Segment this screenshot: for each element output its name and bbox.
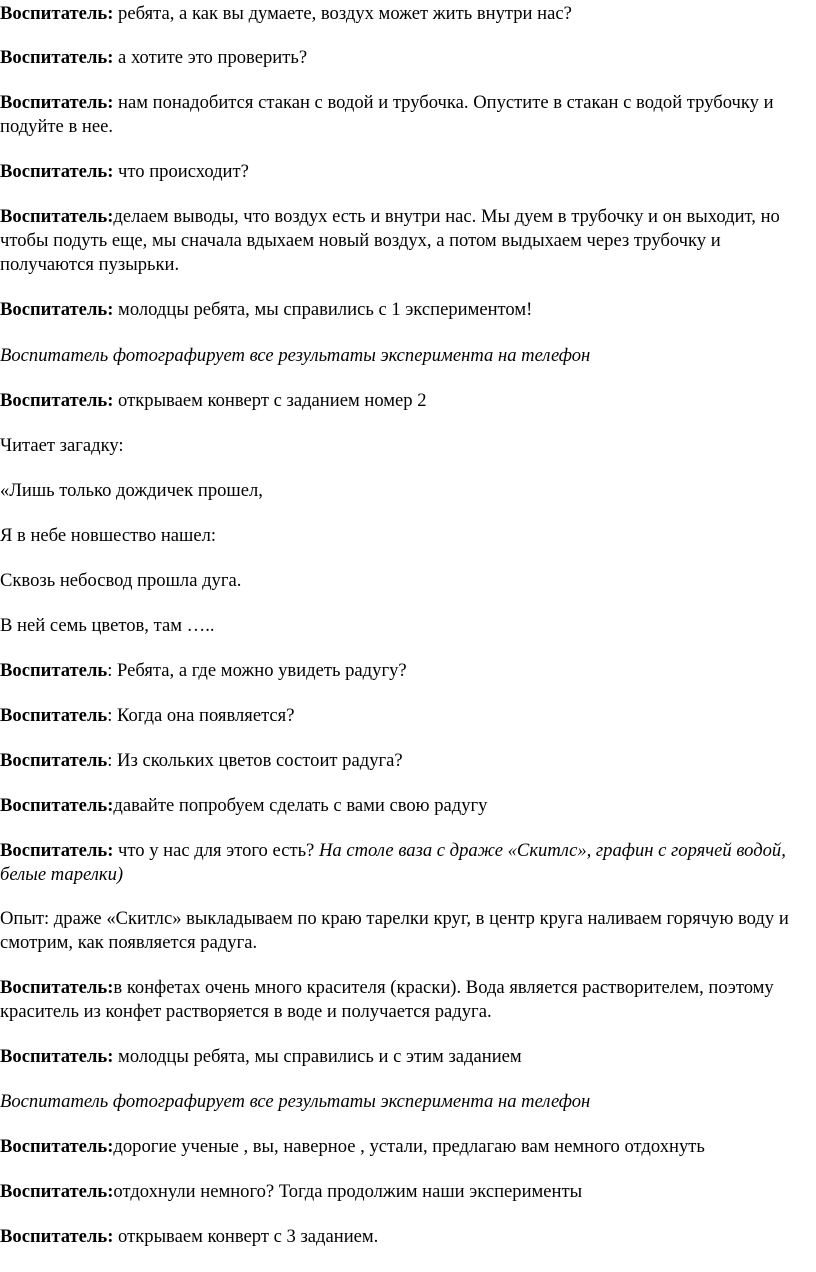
- paragraph: [0, 298, 812, 322]
- paragraph: [0, 205, 812, 277]
- paragraph-text: отдохнули немного? Тогда продолжим наши эксперименты: [113, 1181, 583, 1202]
- paragraph-text: : Из скольких цветов состоит радуга?: [107, 750, 403, 771]
- italic-note: На столе ваза с драже «Скитлс», графин с горячей водой, белые тарелки): [0, 840, 786, 885]
- speaker-label: Воспитатель:: [0, 92, 114, 113]
- speaker-label: Воспитатель:: [0, 390, 114, 411]
- speaker-label: Воспитатель:: [0, 1046, 114, 1067]
- speaker-label: Воспитатель:: [0, 3, 114, 24]
- paragraph: [0, 976, 812, 1024]
- speaker-label: Воспитатель:: [0, 1181, 114, 1202]
- paragraph: [0, 389, 812, 413]
- speaker-label: Воспитатель: [0, 705, 108, 726]
- paragraph-text: Сквозь небосвод прошла дуга.: [0, 570, 242, 591]
- paragraph: [0, 839, 812, 887]
- paragraph-text: делаем выводы, что воздух есть и внутри нас. Мы дуем в трубочку и он выходит, но чтобы подуть еще, мы сначала вдыхаем новый воздух, а потом выдыхаем через трубочку и получаются пузырьки.: [0, 206, 780, 275]
- paragraph: [0, 704, 812, 728]
- paragraph-text: В ней семь цветов, там …..: [0, 615, 215, 636]
- speaker-label: Воспитатель: [0, 750, 108, 771]
- paragraph-text: дорогие ученые , вы, наверное , устали, предлагаю вам немного отдохнуть: [113, 1136, 705, 1157]
- paragraph-text: : Ребята, а где можно увидеть радугу?: [107, 660, 407, 681]
- paragraph-text: а хотите это проверить?: [113, 47, 308, 68]
- speaker-label: Воспитатель:: [0, 161, 114, 182]
- poem-line: [0, 479, 812, 503]
- paragraph-text: Опыт: драже «Скитлс» выкладываем по краю тарелки круг, в центр круга наливаем горячую воду и смотрим, как появляется радуга.: [0, 908, 789, 953]
- paragraph-text: «Лишь только дождичек прошел,: [0, 480, 263, 501]
- paragraph: [0, 659, 812, 683]
- paragraph-text: : Когда она появляется?: [107, 705, 295, 726]
- paragraph-text: нам понадобится стакан с водой и трубочка. Опустите в стакан с водой трубочку и подуйте в нее.: [0, 92, 774, 137]
- paragraph: [0, 434, 812, 458]
- paragraph-text: Читает загадку:: [0, 435, 124, 456]
- paragraph: [0, 1180, 812, 1204]
- paragraph: [0, 1225, 812, 1249]
- paragraph-text: давайте попробуем сделать с вами свою радугу: [113, 795, 488, 816]
- paragraph: [0, 1135, 812, 1159]
- paragraph-text: Я в небе новшество нашел:: [0, 525, 217, 546]
- poem-line: [0, 569, 812, 593]
- paragraph: [0, 1045, 812, 1069]
- poem-line: [0, 614, 812, 638]
- paragraph: [0, 2, 812, 26]
- paragraph: [0, 160, 812, 184]
- paragraph-text: что происходит?: [113, 161, 249, 182]
- italic-note: [0, 344, 812, 368]
- speaker-label: Воспитатель:: [0, 840, 114, 861]
- paragraph: [0, 749, 812, 773]
- speaker-label: Воспитатель:: [0, 299, 114, 320]
- paragraph-text: Воспитатель фотографирует все результаты эксперимента на телефон: [0, 1091, 591, 1112]
- paragraph-text: ребята, а как вы думаете, воздух может жить внутри нас?: [113, 3, 572, 24]
- paragraph-text: молодцы ребята, мы справились и с этим заданием: [113, 1046, 522, 1067]
- paragraph: [0, 907, 812, 955]
- speaker-label: Воспитатель:: [0, 206, 114, 227]
- speaker-label: Воспитатель:: [0, 795, 114, 816]
- poem-line: [0, 524, 812, 548]
- paragraph-text: в конфетах очень много красителя (краски). Вода является растворителем, поэтому краситель из конфет растворяется в воде и получается радуга.: [0, 977, 774, 1022]
- paragraph-text: молодцы ребята, мы справились с 1 экспериментом!: [113, 299, 533, 320]
- speaker-label: Воспитатель:: [0, 1136, 114, 1157]
- paragraph-text: Воспитатель фотографирует все результаты эксперимента на телефон: [0, 345, 591, 366]
- paragraph-text: открываем конверт с заданием номер 2: [113, 390, 427, 411]
- paragraph-text: что у нас для этого есть?: [113, 840, 319, 861]
- paragraph-text: открываем конверт с 3 заданием.: [113, 1226, 379, 1247]
- paragraph: [0, 46, 812, 70]
- speaker-label: Воспитатель:: [0, 47, 114, 68]
- speaker-label: Воспитатель:: [0, 1226, 114, 1247]
- speaker-label: Воспитатель: [0, 660, 108, 681]
- paragraph: [0, 794, 812, 818]
- speaker-label: Воспитатель:: [0, 977, 114, 998]
- italic-note: [0, 1090, 812, 1114]
- paragraph: [0, 91, 812, 139]
